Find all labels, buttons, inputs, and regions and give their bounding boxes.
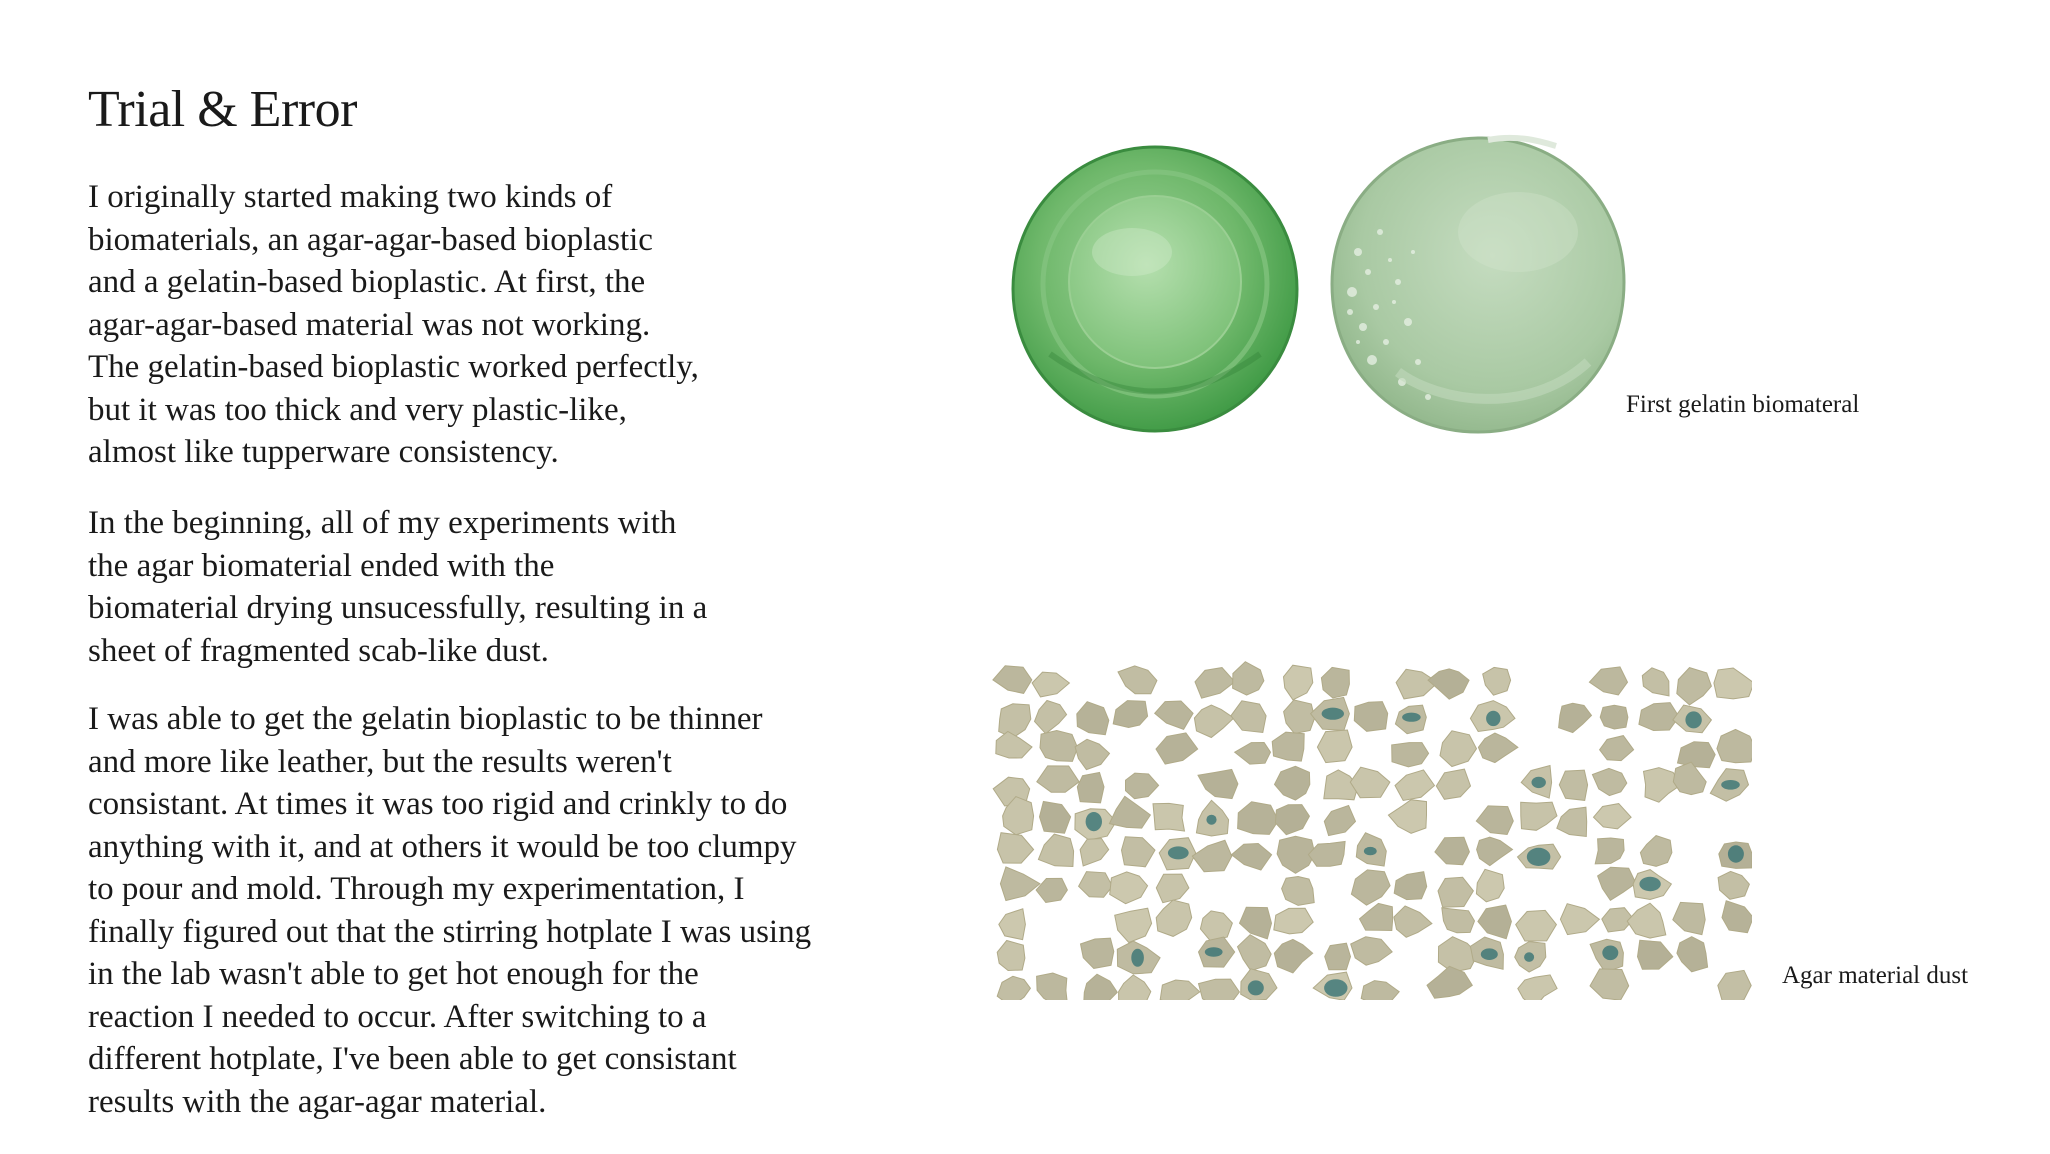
agar-fragment [1354, 702, 1387, 732]
agar-fragment [1594, 804, 1632, 829]
agar-fragment [1592, 768, 1626, 795]
agar-fragment [1115, 908, 1152, 942]
agar-stain [1364, 847, 1377, 855]
agar-fragment [997, 976, 1030, 1000]
agar-stain [1086, 812, 1102, 831]
agar-fragment [1037, 766, 1079, 792]
agar-fragment [1231, 701, 1266, 733]
text-line: consistant. At times it was too rigid and crinkly to do [88, 786, 788, 822]
agar-fragment [1436, 769, 1470, 799]
text-line: but it was too thick and very plastic-like, [88, 391, 627, 428]
agar-stain [1481, 948, 1498, 960]
agar-fragment [1478, 905, 1512, 939]
agar-fragment [1195, 668, 1235, 699]
agar-fragment [1084, 974, 1118, 1000]
agar-fragment [1521, 802, 1557, 830]
agar-fragment [1718, 871, 1749, 899]
agar-fragment [1109, 796, 1150, 828]
agar-fragment [1198, 769, 1238, 798]
agar-fragment [1394, 906, 1432, 937]
text-line: anything with it, and at others it would be too clumpy [88, 828, 797, 865]
agar-fragment [1274, 908, 1313, 934]
agar-stain [1486, 711, 1500, 726]
page-title: Trial & Error [88, 81, 357, 138]
agar-fragment [1040, 731, 1078, 762]
agar-fragment [1235, 743, 1271, 765]
agar-fragment [1428, 669, 1469, 699]
agar-fragment [997, 941, 1025, 971]
agar-fragment [1238, 802, 1279, 835]
agar-fragment [1325, 943, 1351, 970]
agar-fragment [1075, 739, 1109, 769]
text-line: and more like leather, but the results weren't [88, 743, 672, 780]
text-line: to pour and mold. Through my experimentation, I [88, 871, 745, 907]
agar-fragment [1156, 900, 1192, 936]
agar-stain [1322, 708, 1344, 720]
agar-fragment [1557, 807, 1587, 836]
text-line: and a gelatin-based bioplastic. At first, the [88, 264, 646, 300]
agar-fragment [1714, 668, 1752, 699]
agar-fragment [1483, 667, 1511, 695]
text-line: biomaterial drying unsucessfully, resulting in a [88, 590, 708, 626]
agar-fragment [1351, 937, 1393, 965]
agar-fragment [1677, 937, 1708, 972]
agar-fragment [1037, 973, 1068, 1000]
agar-fragment [1153, 803, 1185, 831]
agar-fragment [1038, 834, 1073, 866]
agar-fragment [1275, 766, 1310, 800]
agar-dust-image [988, 660, 1752, 1000]
agar-fragment [1274, 939, 1312, 973]
agar-stain [1168, 846, 1189, 859]
agar-fragment [1275, 805, 1309, 835]
gelatin-figure-caption: First gelatin biomateral [1626, 391, 1860, 418]
text-line: sheet of fragmented scab-like dust. [88, 632, 549, 669]
agar-stain [1324, 979, 1347, 997]
text-line: in the lab wasn't able to get hot enough for the [88, 956, 699, 992]
text-line: almost like tupperware consistency. [88, 434, 559, 470]
agar-fragment [1110, 872, 1148, 904]
agar-fragment [1396, 669, 1438, 699]
agar-stain [1685, 711, 1701, 728]
agar-fragment [1122, 837, 1156, 867]
agar-fragment [1160, 980, 1200, 1000]
text-line: I originally started making two kinds of [88, 179, 613, 215]
agar-fragment [1638, 940, 1673, 969]
agar-stain [1728, 845, 1744, 862]
agar-fragment [1388, 800, 1426, 834]
agar-fragment [1282, 877, 1315, 906]
agar-fragment [1119, 975, 1151, 1000]
agar-figure-caption: Agar material dust [1782, 962, 1969, 989]
paragraph-agar-failure [88, 502, 868, 672]
agar-fragment [1032, 672, 1069, 697]
agar-stain [1248, 980, 1264, 995]
text-line: different hotplate, I've been able to get consistant [88, 1041, 737, 1077]
agar-fragment [1156, 733, 1198, 764]
agar-fragment [996, 732, 1032, 759]
agar-fragment [1438, 877, 1473, 907]
agar-fragment [1321, 667, 1349, 698]
agar-stain [1602, 946, 1618, 961]
agar-fragment [1442, 908, 1475, 933]
agar-fragment [1199, 979, 1240, 1000]
agar-fragment [1081, 938, 1114, 968]
agar-stain [1639, 877, 1660, 891]
agar-fragment [1559, 770, 1587, 800]
agar-fragment [1156, 874, 1189, 903]
agar-fragment [1035, 701, 1067, 734]
paragraph-hotplate [88, 698, 868, 1123]
gelatin-dish-pale-image [1328, 132, 1628, 437]
agar-stain [1402, 713, 1421, 722]
agar-fragment [1642, 668, 1669, 696]
agar-fragment [1040, 802, 1071, 834]
agar-stain [1524, 952, 1534, 962]
paragraph-intro [88, 176, 868, 474]
agar-stain [1206, 815, 1216, 825]
agar-fragment [1079, 872, 1113, 898]
agar-fragment [1036, 878, 1067, 902]
agar-fragment [1118, 666, 1157, 694]
agar-fragment [1435, 837, 1470, 864]
agar-fragment [1317, 730, 1352, 763]
agar-fragment [1673, 902, 1705, 934]
text-line: the agar biomaterial ended with the [88, 547, 555, 584]
agar-stain [1532, 777, 1546, 788]
gelatin-dish-green-image [1010, 144, 1300, 434]
agar-fragment [1232, 844, 1272, 871]
agar-fragment [1516, 910, 1557, 941]
agar-fragment [1395, 770, 1435, 801]
agar-fragment [1717, 729, 1752, 762]
agar-fragment [1360, 903, 1393, 930]
agar-fragment [1677, 668, 1712, 705]
agar-fragment [1192, 840, 1232, 871]
agar-fragment [1361, 981, 1399, 1000]
agar-fragment [1284, 700, 1315, 734]
agar-fragment [1308, 842, 1345, 867]
agar-fragment [1351, 870, 1390, 905]
agar-fragment [1240, 907, 1272, 939]
agar-fragment [1126, 773, 1159, 799]
agar-fragment [1440, 731, 1477, 767]
agar-fragment [993, 666, 1032, 694]
agar-fragment [1080, 839, 1109, 867]
agar-fragment [1155, 701, 1193, 729]
agar-fragment [1627, 903, 1666, 938]
agar-fragment [1640, 836, 1672, 867]
text-line: reaction I needed to occur. After switching to a [88, 998, 707, 1035]
agar-fragment [1722, 901, 1752, 933]
agar-fragment [1394, 872, 1427, 900]
agar-fragment [1233, 662, 1264, 695]
agar-fragment [1272, 732, 1304, 761]
agar-fragment [1590, 969, 1629, 1000]
agar-fragment [1560, 904, 1599, 935]
agar-fragment [1639, 703, 1679, 731]
agar-fragment [1476, 869, 1504, 902]
agar-fragment [1077, 702, 1109, 735]
agar-fragment [1200, 911, 1232, 940]
agar-fragment [1194, 705, 1233, 737]
agar-fragment [1478, 733, 1518, 763]
agar-fragment [1113, 701, 1147, 728]
agar-fragment [1589, 667, 1627, 695]
agar-stain [1527, 848, 1551, 866]
text-line: agar-agar-based material was not working. [88, 306, 651, 343]
text-line: finally figured out that the stirring hotplate I was using [88, 913, 812, 950]
text-line: I was able to get the gelatin bioplastic to be thinner [88, 701, 763, 737]
agar-fragment [1392, 743, 1429, 767]
agar-fragment [1077, 773, 1104, 803]
agar-fragment [1000, 867, 1040, 901]
agar-fragment [1600, 736, 1634, 761]
text-line: biomaterials, an agar-agar-based bioplastic [88, 221, 653, 258]
text-line: The gelatin-based bioplastic worked perfectly, [88, 349, 699, 385]
agar-fragment [999, 704, 1031, 738]
agar-fragment [1476, 806, 1513, 835]
agar-fragment [1284, 665, 1313, 700]
agar-stain [1205, 947, 1223, 956]
agar-fragment [1427, 966, 1472, 998]
agar-stain [1721, 780, 1740, 790]
agar-stain [1131, 949, 1144, 967]
agar-fragment [1600, 705, 1628, 729]
agar-fragment [1598, 867, 1636, 900]
text-line: In the beginning, all of my experiments with [88, 505, 677, 541]
text-line: results with the agar-agar material. [88, 1083, 547, 1120]
agar-fragment [1718, 970, 1751, 1000]
agar-fragment [1595, 838, 1624, 864]
agar-fragment [1238, 935, 1272, 971]
agar-fragment [1324, 806, 1355, 836]
agar-fragment [1477, 837, 1513, 866]
agar-fragment [999, 909, 1026, 940]
agar-fragment [1678, 742, 1716, 768]
agar-fragment [1518, 975, 1557, 1000]
agar-fragment [1559, 703, 1592, 732]
agar-fragment [997, 833, 1033, 863]
